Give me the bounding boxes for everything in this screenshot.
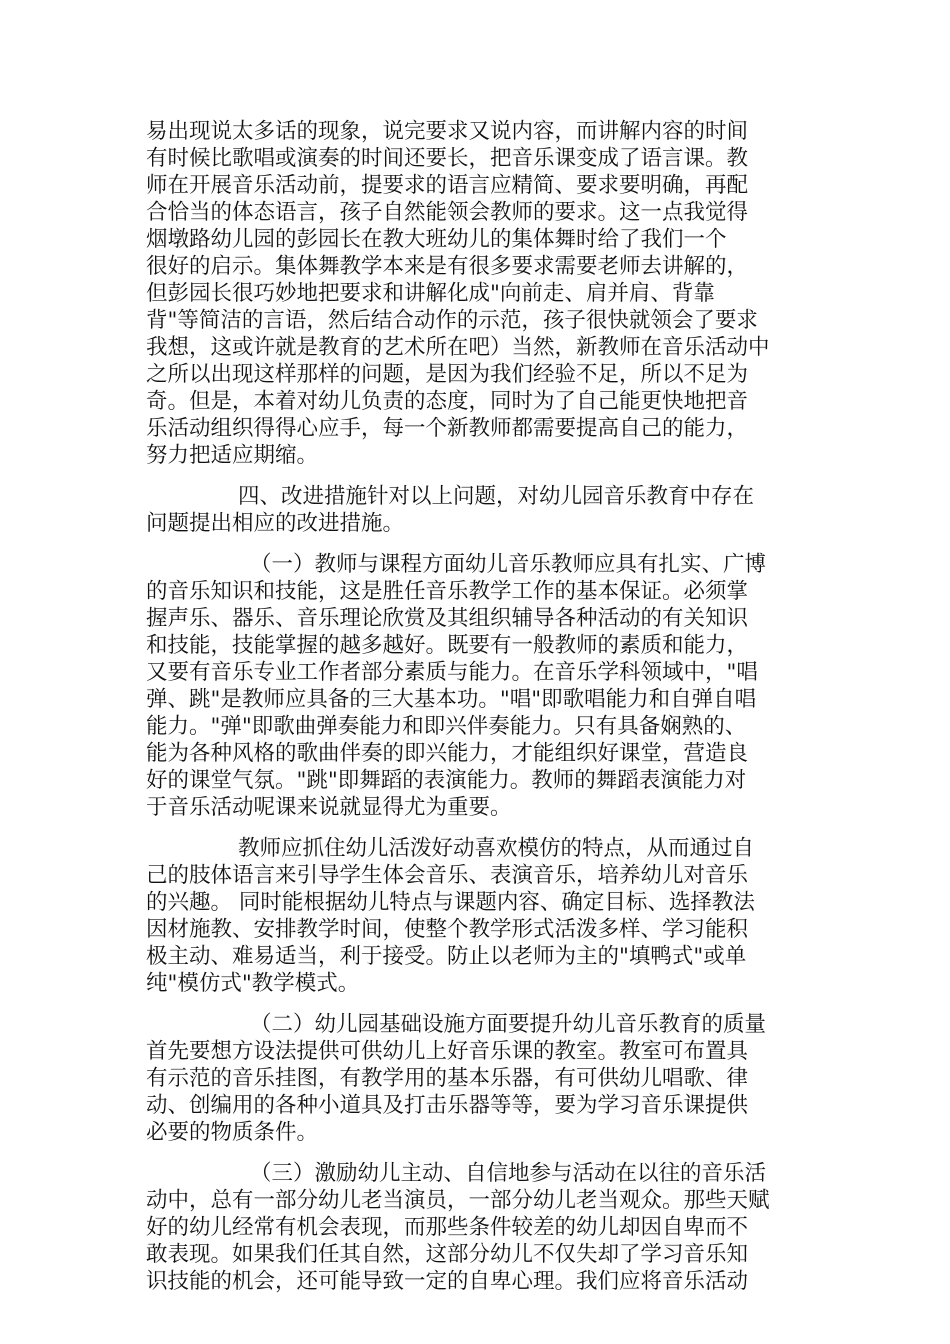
text-line: 极主动、难易适当，利于接受。防止以老师为主的"填鸭式"或单: [146, 944, 747, 969]
text-line: 有示范的音乐挂图，有教学用的基本乐器，有可供幼儿唱歌、律: [146, 1066, 749, 1091]
text-line: 好的课堂气氛。"跳"即舞蹈的表演能力。教师的舞蹈表演能力对: [146, 768, 747, 793]
text-line: （二）幼儿园基础设施方面要提升幼儿音乐教育的质量: [250, 1012, 767, 1037]
text-line: 我想，这或许就是教育的艺术所在吧）当然，新教师在音乐活动中: [146, 335, 770, 360]
text-line: 能力。"弹"即歌曲弹奏能力和即兴伴奏能力。只有具备娴熟的、: [146, 714, 747, 739]
text-line: 背"等简洁的言语，然后结合动作的示范，孩子很快就领会了要求: [146, 308, 758, 333]
text-line: 好的幼儿经常有机会表现，而那些条件较差的幼儿却因自卑而不: [146, 1215, 749, 1240]
text-line: 弹、跳"是教师应具备的三大基本功。"唱"即歌唱能力和自弹自唱: [146, 687, 757, 712]
text-line: 很好的启示。集体舞教学本来是有很多要求需要老师去讲解的，: [146, 254, 749, 279]
text-line: 动、创编用的各种小道具及打击乐器等等，要为学习音乐课提供: [146, 1093, 749, 1118]
document-page: [146, 118, 812, 1309]
text-line: 问题提出相应的改进措施。: [146, 511, 405, 536]
text-line: 奇。但是，本着对幼儿负责的态度，同时为了自己能更快地把音: [146, 389, 749, 414]
text-line: 四、改进措施针对以上问题，对幼儿园音乐教育中存在: [238, 484, 755, 509]
paragraph: [146, 1011, 812, 1146]
text-line: 又要有音乐专业工作者部分素质与能力。在音乐学科领域中，"唱: [146, 660, 758, 685]
text-line: 因材施教、安排教学时间，使整个教学形式活泼多样、学习能积: [146, 917, 749, 942]
paragraph: [146, 835, 812, 997]
text-line: 师在开展音乐活动前，提要求的语言应精简、要求要明确，再配: [146, 173, 749, 198]
text-line: 和技能，技能掌握的越多越好。既要有一般教师的素质和能力，: [146, 633, 749, 658]
paragraph: [146, 1160, 812, 1295]
text-line: （三）激励幼儿主动、自信地参与活动在以往的音乐活: [250, 1161, 767, 1186]
text-line: 的兴趣。 同时能根据幼儿特点与课题内容、确定目标、选择教法: [146, 890, 755, 915]
text-line: 于音乐活动呢课来说就显得尤为重要。: [146, 795, 512, 820]
text-line: 努力把适应期缩。: [146, 443, 319, 468]
text-line: 易出现说太多话的现象，说完要求又说内容，而讲解内容的时间: [146, 119, 749, 144]
text-line: 有时候比歌唱或演奏的时间还要长，把音乐课变成了语言课。教: [146, 146, 749, 171]
text-line: 合恰当的体态语言，孩子自然能领会教师的要求。这一点我觉得: [146, 200, 749, 225]
text-line: 乐活动组织得得心应手，每一个新教师都需要提高自己的能力，: [146, 416, 749, 441]
text-line: 握声乐、器乐、音乐理论欣赏及其组织辅导各种活动的有关知识: [146, 606, 749, 631]
paragraph: [146, 118, 812, 469]
text-line: 教师应抓住幼儿活泼好动喜欢模仿的特点，从而通过自: [238, 836, 755, 861]
text-line: 之所以出现这样那样的问题，是因为我们经验不足，所以不足为: [146, 362, 749, 387]
text-line: 己的肢体语言来引导学生体会音乐、表演音乐，培养幼儿对音乐: [146, 863, 749, 888]
text-line: 首先要想方设法提供可供幼儿上好音乐课的教室。教室可布置具: [146, 1039, 749, 1064]
text-line: 纯"模仿式"教学模式。: [146, 971, 360, 996]
text-line: 敢表现。如果我们任其自然，这部分幼儿不仅失却了学习音乐知: [146, 1242, 749, 1267]
text-line: 的音乐知识和技能，这是胜任音乐教学工作的基本保证。必须掌: [146, 579, 749, 604]
text-line: 烟墩路幼儿园的彭园长在教大班幼儿的集体舞时给了我们一个: [146, 227, 727, 252]
text-line: 识技能的机会，还可能导致一定的自卑心理。我们应将音乐活动: [146, 1269, 749, 1294]
paragraph: [146, 483, 812, 537]
text-line: 能为各种风格的歌曲伴奏的即兴能力，才能组织好课堂，营造良: [146, 741, 749, 766]
text-line: 必要的物质条件。: [146, 1120, 319, 1145]
text-line: 动中，总有一部分幼儿老当演员，一部分幼儿老当观众。那些天赋: [146, 1188, 770, 1213]
text-line: 但彭园长很巧妙地把要求和讲解化成"向前走、肩并肩、背靠: [146, 281, 715, 306]
text-line: （一）教师与课程方面幼儿音乐教师应具有扎实、广博: [250, 552, 767, 577]
paragraph: [146, 551, 812, 821]
